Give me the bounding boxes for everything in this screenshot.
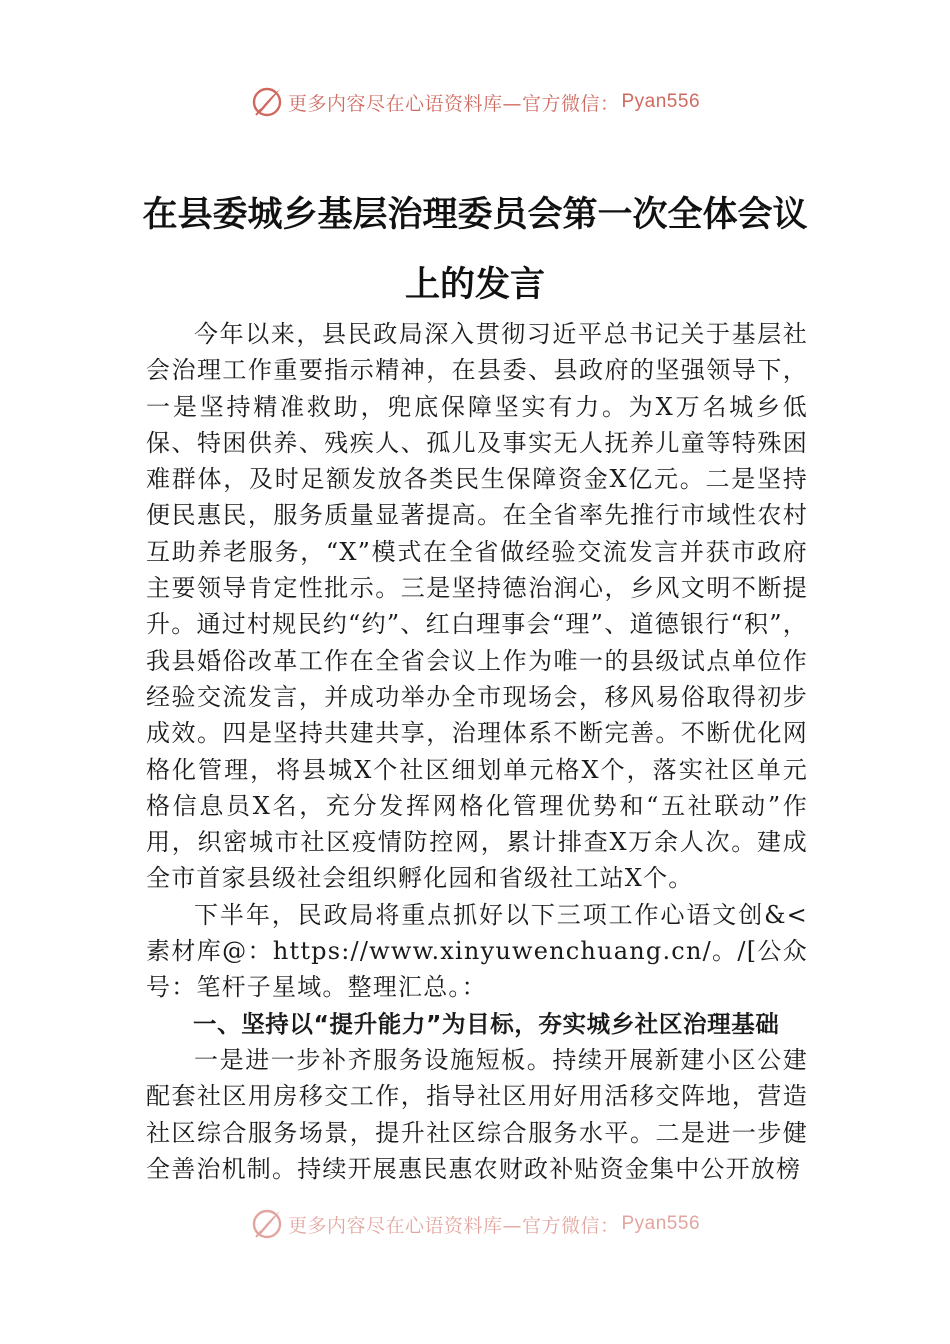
watermark-wechat-id: Pyan556 <box>621 91 701 112</box>
section-heading: 一、坚持以“提升能力”为目标，夯实城乡社区治理基础 <box>193 1009 780 1038</box>
watermark-wechat-id: Pyan556 <box>621 1213 701 1234</box>
quill-logo-icon <box>250 1207 284 1241</box>
watermark-bottom <box>0 1204 950 1244</box>
body-paragraph: 下半年，民政局将重点抓好以下三项工作心语文创&<素材库@：https://www.xinyuwenchuang.cn/。/[公众号：笔杆子星域。整理汇总。： <box>146 900 808 1002</box>
quill-logo-icon <box>250 85 284 119</box>
body-paragraph: 一是进一步补齐服务设施短板。持续开展新建小区公建配套社区用房移交工作，指导社区用好用活移交阵地，营造社区综合服务场景，提升社区综合服务水平。二是进一步健全善治机制。持续开展惠民惠农财政补贴资金集中公开放榜 <box>146 1045 808 1183</box>
body-paragraph: 今年以来，县民政局深入贯彻习近平总书记关于基层社会治理工作重要指示精神，在县委、县政府的坚强领导下，一是坚持精准救助，兜底保障坚实有力。为X万名城乡低保、特困供养、残疾人、孤儿及事实无人抚养儿童等特殊困难群体，及时足额发放各类民生保障资金X亿元。二是坚持便民惠民，服务质量显著提高。在全省率先推行市域性农村互助养老服务，“X”模式在全省做经验交流发言并获市政府主要领导肯定性批示。三是坚持德治润心，乡风文明不断提升。通过村规民约“约”、红白理事会“理”、道德银行“积”，我县婚俗改革工作在全省会议上作为唯一的县级试点单位作经验交流发言，并成功举办全市现场会，移风易俗取得初步成效。四是坚持共建共享，治理体系不断完善。不断优化网格化管理，将县城X个社区细划单元格X个，落实社区单元格信息员X名，充分发挥网格化管理优势和“五社联动”作用，织密城市社区疫情防控网，累计排查X万余人次。建成全市首家县级社会组织孵化园和省级社工站X个。 <box>146 320 808 893</box>
watermark-top <box>0 82 950 122</box>
document-body <box>146 316 808 1187</box>
document-title: 在县委城乡基层治理委员会第一次全体会议上的发言 <box>142 194 808 305</box>
watermark-text: 更多内容尽在心语资料库—官方微信： <box>287 1214 620 1237</box>
watermark-text: 更多内容尽在心语资料库—官方微信： <box>287 92 620 115</box>
